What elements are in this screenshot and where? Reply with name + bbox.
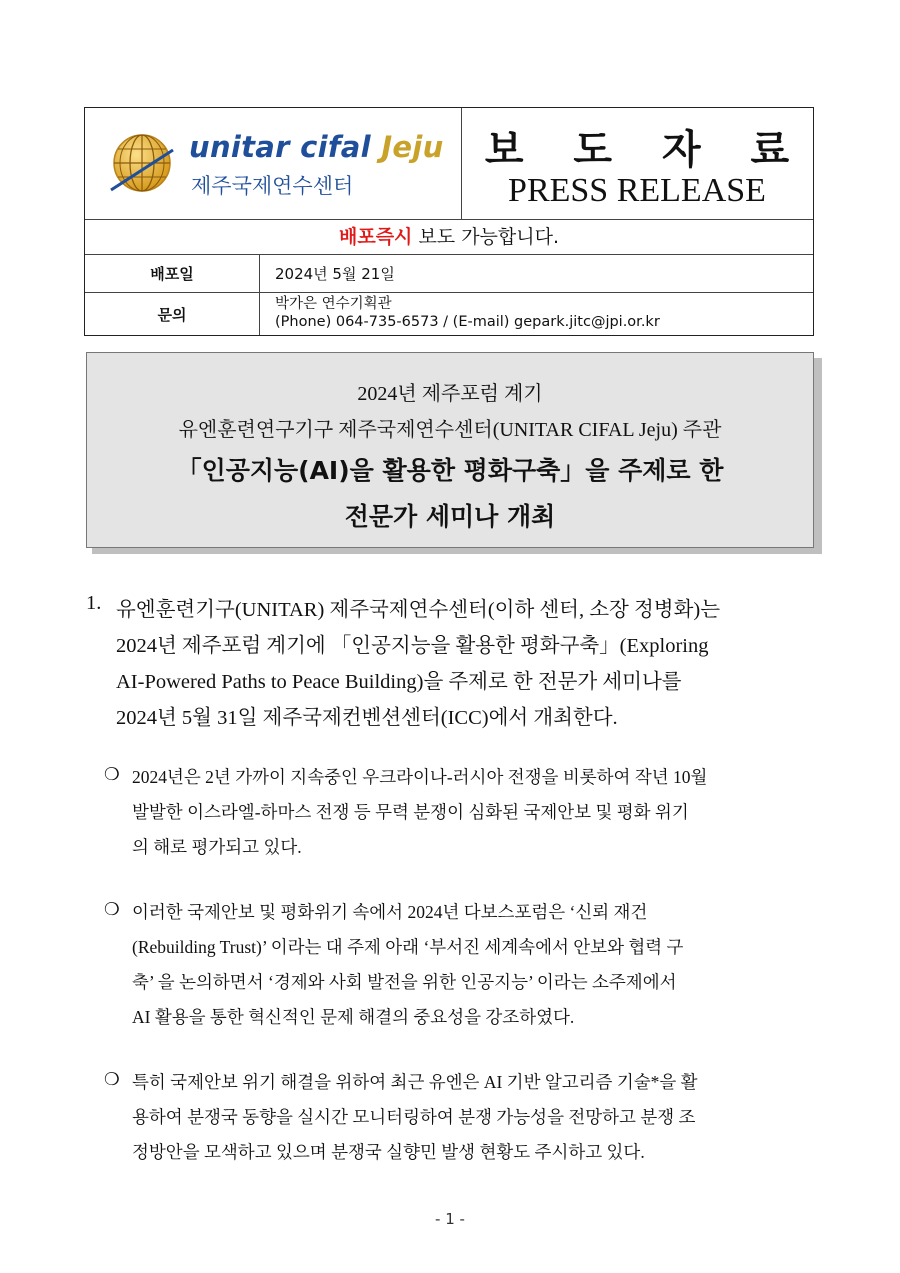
release-date-row <box>85 255 813 293</box>
paragraph-line: 2024년 제주포럼 계기에 「인공지능을 활용한 평화구축」(Exploring <box>116 635 709 657</box>
bullet-circle-icon: ❍ <box>104 899 120 919</box>
logo-text-unitar-cifal: unitar cifal <box>189 130 371 164</box>
bullet-line: 용하여 분쟁국 동향을 실시간 모니터링하여 분쟁 가능성을 전망하고 분쟁 조 <box>132 1107 696 1127</box>
date-value: 2024년 5월 21일 <box>275 265 395 283</box>
contact-person: 박가은 연수기획관 <box>275 296 392 312</box>
bullet-line: 이러한 국제안보 및 평화위기 속에서 2024년 다보스포럼은 ‘신뢰 재건 <box>132 902 648 922</box>
bullet-line: AI 활용을 통한 혁신적인 문제 해결의 중요성을 강조하였다. <box>132 1007 575 1027</box>
logo-text-jeju: Jeju <box>381 130 444 164</box>
date-label: 배포일 <box>85 255 260 292</box>
headline-line-2: 유엔훈련연구기구 제주국제연수센터(UNITAR CIFAL Jeju) 주관 <box>178 419 722 441</box>
contact-row <box>85 293 813 335</box>
headline-title-2: 전문가 세미나 개최 <box>344 502 556 531</box>
logo-text-korean: 제주국제연수센터 <box>191 174 354 198</box>
headline-title-1: 「인공지능(AI)을 활용한 평화구축」을 주제로 한 <box>176 456 724 485</box>
bullet-line: 특히 국제안보 위기 해결을 위하여 최근 유엔은 AI 기반 알고리즘 기술*을 활 <box>132 1072 698 1092</box>
distribution-emphasis: 배포즉시 <box>338 226 413 248</box>
press-header-table <box>84 107 814 336</box>
logo-cell <box>85 108 462 219</box>
paragraph-number: 1. <box>86 592 102 614</box>
bullet-circle-icon: ❍ <box>104 1069 120 1089</box>
bullet-line: 정방안을 모색하고 있으며 분쟁국 실향민 발생 현황도 주시하고 있다. <box>132 1142 645 1162</box>
title-korean: 보 도 자 료 <box>484 127 808 173</box>
header-top-row <box>85 108 813 220</box>
page-number: - 1 - <box>435 1210 465 1228</box>
paragraph-line: 2024년 5월 31일 제주국제컨벤션센터(ICC)에서 개최한다. <box>116 707 618 729</box>
distribution-text: 보도 가능합니다. <box>412 226 560 248</box>
bullet-line: (Rebuilding Trust)’ 이라는 대 주제 아래 ‘부서진 세계속에서 안보와 협력 구 <box>132 937 684 957</box>
contact-value <box>275 295 660 331</box>
paragraph-line: AI-Powered Paths to Peace Building)을 주제로 한 전문가 세미나를 <box>116 671 682 693</box>
logo-wordmark <box>189 130 444 164</box>
press-release-title-cell <box>461 108 813 219</box>
bullet-circle-icon: ❍ <box>104 764 120 784</box>
globe-logo-icon <box>109 130 175 196</box>
bullet-line: 2024년은 2년 가까이 지속중인 우크라이나-러시아 전쟁을 비롯하여 작년 10월 <box>132 767 708 787</box>
headline-box <box>86 352 814 548</box>
distribution-row <box>85 219 813 255</box>
title-english: PRESS RELEASE <box>508 172 766 209</box>
bullet-line: 축’ 을 논의하면서 ‘경제와 사회 발전을 위한 인공지능’ 이라는 소주제에서 <box>132 972 677 992</box>
bullet-line: 의 해로 평가되고 있다. <box>132 837 302 857</box>
contact-phone-email: (Phone) 064-735-6573 / (E-mail) gepark.jitc@jpi.or.kr <box>275 314 660 330</box>
paragraph-line: 유엔훈련기구(UNITAR) 제주국제연수센터(이하 센터, 소장 정병화)는 <box>116 599 720 621</box>
headline-line-1: 2024년 제주포럼 계기 <box>357 383 543 405</box>
contact-label: 문의 <box>85 293 260 335</box>
bullet-line: 발발한 이스라엘-하마스 전쟁 등 무력 분쟁이 심화된 국제안보 및 평화 위기 <box>132 802 689 822</box>
